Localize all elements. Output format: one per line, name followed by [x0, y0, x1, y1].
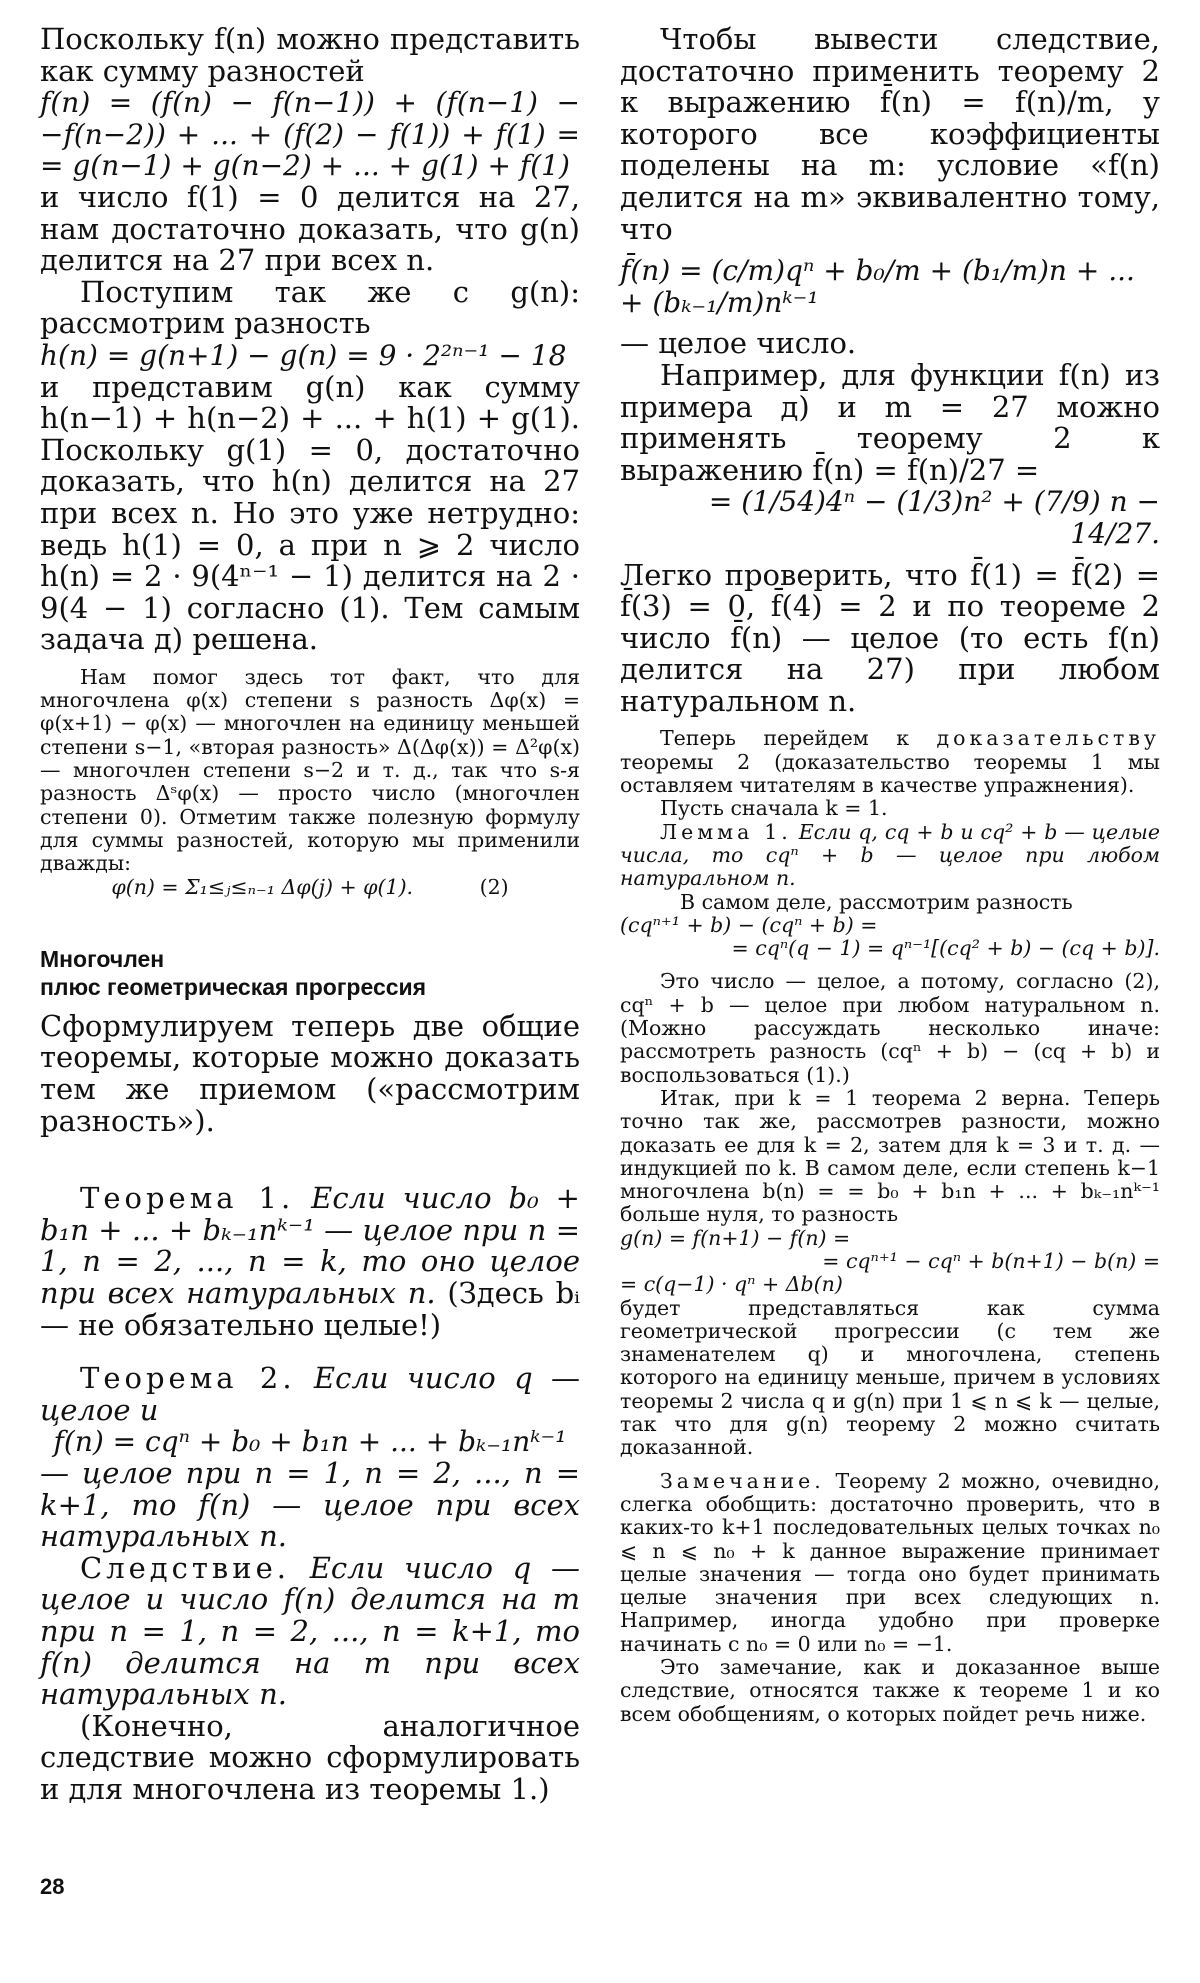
remark-label: Замечание. — [660, 1468, 825, 1493]
paragraph: Легко проверить, что f̄(1) = f̄(2) = f̄(3) = 0, f̄(4) = 2 и по теореме 2 число f̄(n) — целое (то есть f(n) делится на 27) при любом натуральном n. — [620, 557, 1160, 718]
equation: f(n) = cqⁿ + b₀ + b₁n + ... + bₖ₋₁nᵏ⁻¹ — [53, 1425, 567, 1459]
theorem-remark: (Здесь bᵢ — не обязательно целые!) — [40, 1276, 580, 1342]
lemma-1 — [620, 821, 1160, 891]
section-heading-line2: плюс геометрическая прогрессия — [40, 973, 427, 1000]
paragraph: Это замечание, как и доказанное выше следствие, относятся также к теореме 1 и ко всем обобщениям, о которых пойдет речь ниже. — [620, 1655, 1160, 1726]
theorem-1 — [40, 1183, 580, 1341]
text: Теперь перейдем к — [660, 726, 910, 751]
formula — [40, 876, 580, 899]
page-number: 28 — [40, 1874, 65, 1899]
paragraph: (Конечно, аналогичное следствие можно сформулировать и для многочлена из теоремы 1.) — [40, 1708, 580, 1806]
corollary — [40, 1550, 581, 1712]
equation: (cqⁿ⁺¹ + b) − (cqⁿ + b) = — [620, 912, 878, 937]
text-spaced: доказательству — [936, 726, 1160, 751]
paragraph: Пусть сначала k = 1. — [660, 796, 888, 821]
paragraph: Например, для функции f(n) из примера д) и m = 27 можно применять теорему 2 к выражению f̄(n) = f(n)/27 = — [620, 357, 1160, 487]
paragraph: и число f(1) = 0 делится на 27, нам достаточно доказать, что g(n) делится на 27 при всех n. — [40, 179, 580, 278]
equation: = (1/54)4ⁿ − (1/3)n² + (7/9) n − 14/27. — [708, 485, 1160, 550]
equation: f(n) = (f(n) − f(n−1)) + (f(n−1) − −f(n−2)) + ... + (f(2) − f(1)) + f(1) = = g(n−1) + g(n−2) + ... + g(1) + f(1) — [40, 86, 580, 183]
formula-number: (2) — [479, 874, 509, 899]
corollary-label: Следствие. — [80, 1550, 290, 1585]
paragraph — [620, 727, 1160, 797]
section-heading-line1: Многочлен — [40, 945, 165, 972]
remark — [620, 1470, 1160, 1656]
paragraph: Поступим так же с g(n): рассмотрим разность — [40, 274, 580, 341]
lemma-text: Если q, cq + b и cq² + b — целые числа, то cqⁿ + b — целое при любом натуральном n. — [620, 819, 1160, 891]
remark-text: Теорему 2 можно, очевидно, слегка обобщить: достаточно проверить, что в каких-то k+1 последовательных целых точках n₀ ⩽ n ⩽ n₀ + k данное выражение принимает целые значения — тогда оно будет принимать целые значения при всех следующих n. Например, иногда удобно при проверке начинать с n₀ = 0 или n₀ = −1. — [620, 1468, 1160, 1656]
equation: h(n) = g(n+1) − g(n) = 9 · 2²ⁿ⁻¹ − 18 — [40, 338, 567, 372]
paragraph: Сформулируем теперь две общие теоремы, которые можно доказать тем же приемом («рассмотрим разность»). — [40, 1008, 580, 1138]
corollary-text: Если число q — целое и число f(n) делится на m при n = 1, n = 2, ..., n = k+1, то f(n) делится на m при всех натуральных n. — [40, 1550, 581, 1712]
paragraph: Поскольку f(n) можно представить как сумму разностей — [40, 22, 580, 88]
text: теоремы 2 (доказательство теоремы 1 мы оставляем читателям в качестве упражнения). — [620, 749, 1160, 798]
equation: = c(q−1) · qⁿ + Δb(n) — [620, 1272, 843, 1297]
equation: = cqⁿ⁺¹ − cqⁿ + b(n+1) − b(n) = — [822, 1249, 1160, 1273]
footnote-paragraph: Нам помог здесь тот факт, что для многочлена φ(x) степени s разность Δφ(x) = φ(x+1) − φ(x) — многочлен на единицу меньшей степени s−1, «вторая разность» Δ(Δφ(x)) = Δ²φ(x) — многочлен степени s−2 и т. д., так что s-я разность Δˢφ(x) — просто число (многочлен степени 0). Отметим также полезную формулу для суммы разностей, которую мы применили дважды: — [40, 664, 580, 876]
theorem-text: — целое при n = 1, n = 2, ..., n = k+1, то f(n) — целое при всех натуральных n. — [40, 1455, 580, 1554]
left-column — [40, 24, 580, 1806]
paragraph: будет представляться как сумма геометрической прогрессии (с тем же знаменателем q) и многочлена, степень которого на единицу меньше, причем в условиях теоремы 2 числа q и g(n) при 1 ⩽ n ⩽ k — целые, так что для g(n) теорему 2 можно считать доказанной. — [620, 1295, 1160, 1460]
lemma-label: Лемма 1. — [660, 819, 792, 844]
equation: f̄(n) = (c/m)qⁿ + b₀/m + (b₁/m)n + ... + (bₖ₋₁/m)nᵏ⁻¹ — [620, 254, 1135, 319]
theorem-label: Теорема 2. — [80, 1361, 296, 1396]
paragraph: Итак, при k = 1 теорема 2 верна. Теперь точно так же, рассмотрев разности, можно доказать ее для k = 2, затем для k = 3 и т. д. — индукцией по k. В самом деле, если степень k−1 многочлена b(n) = = b₀ + b₁n + ... + bₖ₋₁nᵏ⁻¹ больше нуля, то разность — [620, 1085, 1160, 1227]
paragraph: Это число — целое, а потому, согласно (2), cqⁿ + b — целое при любом натуральном n. (Можно рассуждать несколько иначе: рассмотреть разность (cqⁿ + b) − (cq + b) и воспользоваться (1).) — [620, 969, 1160, 1087]
right-column — [620, 24, 1160, 1726]
theorem-text: Если число q — целое и — [40, 1361, 580, 1427]
paragraph: — целое число. — [620, 326, 857, 361]
equation: = cqⁿ(q − 1) = qⁿ⁻¹[(cq² + b) − (cq + b)]. — [731, 936, 1160, 961]
paragraph: и представим g(n) как сумму h(n−1) + h(n−2) + ... + h(1) + g(1). Поскольку g(1) = 0, достаточно доказать, что h(n) делится на 27 при всех n. Но это уже нетрудно: ведь h(1) = 0, а при n ⩾ 2 число h(n) = 2 · 9(4ⁿ⁻¹ − 1) делится на 2 · 9(4 − 1) согласно (1). Тем самым задача д) решена. — [40, 369, 580, 657]
paragraph: В самом деле, рассмотрим разность — [680, 889, 1073, 914]
sum-formula: φ(n) = Σ₁≤ⱼ≤ₙ₋₁ Δφ(j) + φ(1). — [111, 874, 414, 899]
theorem-2 — [40, 1363, 580, 1426]
theorem-text: Если число b₀ + b₁n + ... + bₖ₋₁nᵏ⁻¹ — целое при n = 1, n = 2, ..., n = k, то оно целое при всех натуральных n. — [40, 1181, 580, 1310]
theorem-label: Теорема 1. — [80, 1181, 295, 1216]
paragraph: Чтобы вывести следствие, достаточно применить теорему 2 к выражению f̄(n) = f(n)/m, у которого все коэффициенты поделены на m: условие «f(n) делится на m» эквивалентно тому, что — [620, 22, 1160, 246]
equation: g(n) = f(n+1) − f(n) = — [620, 1225, 851, 1250]
